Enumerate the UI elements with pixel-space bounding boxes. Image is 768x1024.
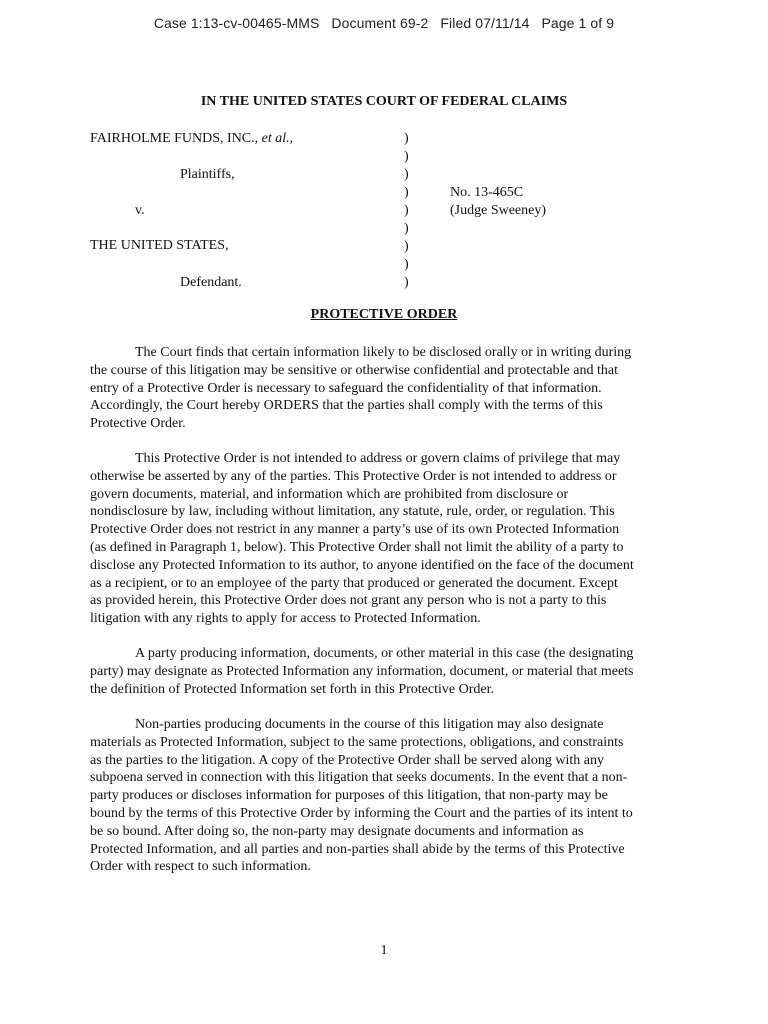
paragraph-line: nondisclosure by law, including without limitation, any statute, rule, order, or regulation. This (90, 504, 615, 520)
paragraph-line: be so bound. After doing so, the non-party may designate documents and information as (90, 823, 584, 839)
page-number: 1 (380, 943, 388, 958)
document-title: PROTECTIVE ORDER (310, 307, 458, 322)
paragraph-line: as the parties to the litigation. A copy of the Protective Order shall be served along with any (90, 752, 604, 768)
paragraph-line: This Protective Order is not intended to address or govern claims of privilege that may (135, 451, 621, 466)
case-number: No. 13-465C (450, 185, 524, 200)
paragraph-line: Accordingly, the Court hereby ORDERS that the parties shall comply with the terms of this (90, 398, 603, 414)
judge-name: (Judge Sweeney) (450, 203, 547, 218)
paragraph-line: subpoena served in connection with this litigation that seeks documents. In the event that a non- (90, 770, 628, 786)
paragraph-1 (90, 344, 680, 433)
plaintiff-name-text: FAIRHOLME FUNDS, INC., (90, 131, 262, 146)
paragraph-line: entry of a Protective Order is necessary to safeguard the confidentiality of that information. (90, 380, 602, 396)
paragraph-line: litigation with any rights to apply for access to Protected Information. (90, 611, 481, 627)
paragraph-4 (90, 716, 680, 876)
paren: ) (404, 167, 409, 182)
paragraph-line: party) may designate as Protected Information any information, document, or material that meets (90, 663, 634, 679)
paren: ) (404, 149, 409, 164)
paragraph-line: otherwise be asserted by any of the parties. This Protective Order is not intended to address or (90, 468, 617, 484)
paragraph-line: The Court finds that certain information likely to be disclosed orally or in writing during (135, 345, 632, 360)
defendant-name: THE UNITED STATES, (90, 238, 229, 253)
ecf-header-stamp: Case 1:13-cv-00465-MMS Document 69-2 Filed 07/11/14 Page 1 of 9 (153, 15, 615, 31)
paragraph-line: A party producing information, documents, or other material in this case (the designating (135, 646, 634, 661)
court-name: IN THE UNITED STATES COURT OF FEDERAL CLAIMS (200, 94, 568, 109)
paren: ) (404, 221, 409, 236)
paren: ) (404, 239, 409, 254)
paragraph-2 (90, 450, 680, 628)
paren: ) (404, 203, 409, 218)
caption-parens (404, 130, 416, 292)
paragraph-line: Non-parties producing documents in the course of this litigation may also designate (135, 717, 604, 732)
paragraph-line: Protective Order. (90, 416, 186, 432)
paragraph-line: (as defined in Paragraph 1, below). This Protective Order shall not limit the ability of a party to (90, 539, 624, 555)
paragraph-line: as a recipient, or to an employee of the party that produced or generated the document. Except (90, 575, 618, 591)
paren: ) (404, 185, 409, 200)
paragraph-line: disclose any Protected Information to its author, to anyone identified on the face of the document (90, 557, 634, 573)
paragraph-line: materials as Protected Information, subject to the same protections, obligations, and constraints (90, 734, 624, 750)
paragraph-line: the definition of Protected Information set forth in this Protective Order. (90, 681, 494, 697)
defendant-label: Defendant. (180, 275, 242, 290)
paren: ) (404, 257, 409, 272)
paragraph-line: as provided herein, this Protective Order does not grant any person who is not a party to this (90, 593, 607, 609)
versus: v. (135, 203, 145, 218)
plaintiffs-label: Plaintiffs, (180, 167, 235, 182)
plaintiff-etal: et al. (261, 131, 290, 146)
plaintiff-name (90, 130, 293, 148)
paren: ) (404, 131, 409, 146)
paragraph-line: govern documents, material, and information which are prohibited from disclosure or (90, 486, 569, 502)
paragraph-line: the course of this litigation may be sensitive or otherwise confidential and protectable and that (90, 362, 618, 378)
paragraph-3 (90, 645, 680, 698)
paragraph-line: party produces or discloses information for purposes of this litigation, that non-party may be (90, 788, 608, 804)
paren: ) (404, 275, 409, 290)
paragraph-line: Order with respect to such information. (90, 859, 311, 875)
paragraph-line: Protected Information, and all parties and non-parties shall abide by the terms of this Protective (90, 841, 625, 857)
plaintiff-comma: , (289, 131, 294, 146)
paragraph-line: Protective Order does not restrict in any manner a party’s use of its own Protected Information (90, 522, 620, 538)
paragraph-line: bound by the terms of this Protective Order by informing the Court and the parties of its intent to (90, 805, 633, 821)
